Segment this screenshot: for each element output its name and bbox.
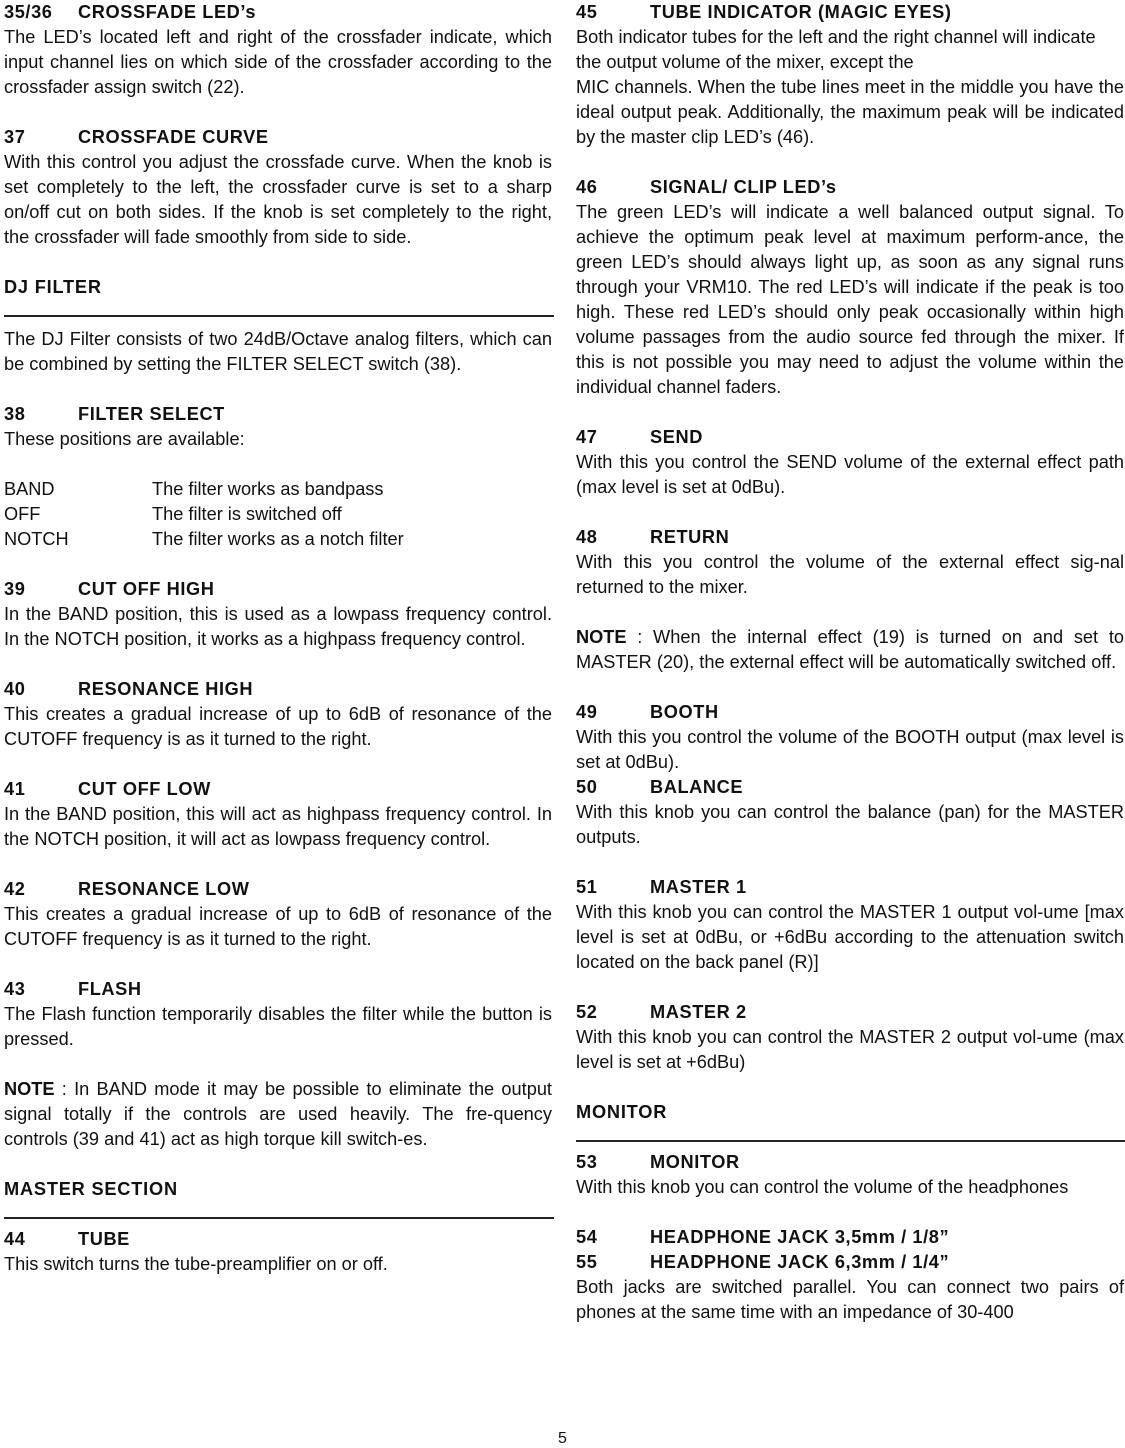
section-body: In the BAND position, this is used as a lowpass frequency control. In the NOTCH position, it works as a highpass frequency control. — [4, 604, 552, 649]
section-title: FLASH — [78, 979, 142, 999]
section-heading — [576, 700, 1124, 725]
section-body: With this you control the volume of the BOOTH output (max level is set at 0dBu). — [576, 727, 1124, 772]
section-heading — [576, 175, 1124, 200]
filter-option-row — [4, 477, 552, 502]
note-label: NOTE — [576, 627, 627, 647]
note-text: : In BAND mode it may be possible to eliminate the output signal totally if the controls are used heavily. The fre-quency controls (39 and 41) act as high torque kill switch-es. — [4, 1079, 552, 1149]
section-body: With this knob you can control the balance (pan) for the MASTER outputs. — [576, 802, 1124, 847]
section-number: 51 — [576, 877, 598, 897]
section-title: SEND — [650, 427, 703, 447]
section-title: TUBE — [78, 1229, 130, 1249]
section-heading — [4, 1227, 552, 1252]
section-body: Both indicator tubes for the left and the right channel will indicate the output volume of the mixer, except the — [576, 27, 1096, 72]
section-divider — [576, 1140, 1125, 1142]
section-heading — [4, 677, 552, 702]
section-heading — [4, 977, 552, 1002]
section-number: 38 — [4, 404, 26, 424]
section-number: 53 — [576, 1152, 598, 1172]
section-title: CUT OFF HIGH — [78, 579, 215, 599]
section-number: 44 — [4, 1229, 26, 1249]
section-title: BALANCE — [650, 777, 744, 797]
note-label: NOTE — [4, 1079, 55, 1099]
dj-filter-heading: DJ FILTER — [4, 277, 102, 297]
section-heading — [576, 1250, 1124, 1275]
page-number: 5 — [558, 1430, 567, 1447]
section-number: 47 — [576, 427, 598, 447]
section-number: 50 — [576, 777, 598, 797]
right-column — [576, 0, 1124, 1325]
section-body: These positions are available: — [4, 429, 245, 449]
section-number: 54 — [576, 1227, 598, 1247]
dj-filter-intro: The DJ Filter consists of two 24dB/Octave analog filters, which can be combined by setting the FILTER SELECT switch (38). — [4, 329, 552, 374]
option-desc: The filter works as bandpass — [152, 479, 384, 499]
section-title: FILTER SELECT — [78, 404, 225, 424]
section-title: MASTER 1 — [650, 877, 747, 897]
monitor-section-heading: MONITOR — [576, 1102, 668, 1122]
section-heading — [4, 402, 552, 427]
section-heading — [4, 0, 552, 25]
section-body: With this knob you can control the MASTER 1 output vol-ume [max level is set at 0dBu, or +6dBu according to the attenuation switch located on the back panel (R)] — [576, 902, 1124, 972]
option-desc: The filter is switched off — [152, 504, 342, 524]
section-body: With this you control the SEND volume of the external effect path (max level is set at 0dBu). — [576, 452, 1124, 497]
section-number: 43 — [4, 979, 26, 999]
filter-option-row — [4, 527, 552, 552]
section-number: 41 — [4, 779, 26, 799]
section-body: The LED’s located left and right of the crossfader indicate, which input channel lies on which side of the crossfader according to the crossfader assign switch (22). — [4, 27, 552, 97]
section-heading — [576, 425, 1124, 450]
option-key: OFF — [4, 504, 41, 524]
note-paragraph — [4, 1077, 552, 1152]
section-heading — [576, 875, 1124, 900]
section-heading — [576, 1225, 1124, 1250]
section-number: 35/36 — [4, 2, 53, 22]
section-title: RETURN — [650, 527, 730, 547]
section-body: The green LED’s will indicate a well balanced output signal. To achieve the optimum peak level at maximum perform-ance, the green LED’s should always light up, as soon as any signal runs through your VRM10. The red LED’s will indicate if the peak is too high. These red LED’s should only peak occasionally within high volume passages from the audio source fed through the mixer. If this is not possible you may need to adjust the volume within the individual channel faders. — [576, 202, 1124, 397]
master-section-heading: MASTER SECTION — [4, 1179, 178, 1199]
left-column — [4, 0, 552, 1277]
section-body: With this knob you can control the MASTER 2 output vol-ume (max level is set at +6dBu) — [576, 1027, 1124, 1072]
section-number: 52 — [576, 1002, 598, 1022]
section-number: 48 — [576, 527, 598, 547]
section-title: CROSSFADE CURVE — [78, 127, 269, 147]
section-body: MIC channels. When the tube lines meet in the middle you have the ideal output peak. Additionally, the maximum peak will be indicated by the master clip LED’s (46). — [576, 77, 1124, 147]
section-heading — [576, 1000, 1124, 1025]
option-key: NOTCH — [4, 529, 69, 549]
section-title: TUBE INDICATOR (MAGIC EYES) — [650, 2, 952, 22]
section-heading — [576, 775, 1124, 800]
section-number: 39 — [4, 579, 26, 599]
section-title: CROSSFADE LED’s — [78, 2, 257, 22]
section-number: 55 — [576, 1252, 598, 1272]
filter-option-row — [4, 502, 552, 527]
section-number: 37 — [4, 127, 26, 147]
section-number: 42 — [4, 879, 26, 899]
section-body: Both jacks are switched parallel. You can connect two pairs of phones at the same time with an impedance of 30-400 — [576, 1277, 1124, 1322]
section-heading — [576, 1150, 1124, 1175]
section-title: RESONANCE HIGH — [78, 679, 254, 699]
section-title: BOOTH — [650, 702, 719, 722]
section-title: MASTER 2 — [650, 1002, 747, 1022]
section-number: 45 — [576, 2, 598, 22]
section-title: HEADPHONE JACK 6,3mm / 1/4” — [650, 1252, 950, 1272]
section-divider — [4, 315, 554, 317]
section-title: HEADPHONE JACK 3,5mm / 1/8” — [650, 1227, 950, 1247]
note-text: : When the internal effect (19) is turned on and set to MASTER (20), the external effect will be automatically switched off. — [576, 627, 1124, 672]
section-divider — [4, 1217, 554, 1219]
section-body: This switch turns the tube-preamplifier on or off. — [4, 1254, 388, 1274]
option-desc: The filter works as a notch filter — [152, 529, 404, 549]
section-body: With this you control the volume of the external effect sig-nal returned to the mixer. — [576, 552, 1124, 597]
note-paragraph — [576, 625, 1124, 675]
section-title: MONITOR — [650, 1152, 740, 1172]
section-heading — [4, 125, 552, 150]
section-body: In the BAND position, this will act as highpass frequency control. In the NOTCH position, it will act as lowpass frequency control. — [4, 804, 552, 849]
option-key: BAND — [4, 479, 55, 499]
section-heading — [4, 777, 552, 802]
section-body: With this knob you can control the volume of the headphones — [576, 1177, 1069, 1197]
section-heading — [4, 577, 552, 602]
section-title: SIGNAL/ CLIP LED’s — [650, 177, 837, 197]
section-body: This creates a gradual increase of up to 6dB of resonance of the CUTOFF frequency is as it turned to the right. — [4, 904, 552, 949]
section-body: The Flash function temporarily disables the filter while the button is pressed. — [4, 1004, 552, 1049]
section-heading — [4, 877, 552, 902]
section-number: 46 — [576, 177, 598, 197]
section-heading — [576, 525, 1124, 550]
section-body: This creates a gradual increase of up to 6dB of resonance of the CUTOFF frequency is as it turned to the right. — [4, 704, 552, 749]
section-body: With this control you adjust the crossfade curve. When the knob is set completely to the left, the crossfader curve is set to a sharp on/off cut on both sides. If the knob is set completely to the right, the crossfader will fade smoothly from side to side. — [4, 152, 552, 247]
section-heading — [576, 0, 1124, 25]
section-number: 49 — [576, 702, 598, 722]
section-title: RESONANCE LOW — [78, 879, 250, 899]
section-title: CUT OFF LOW — [78, 779, 211, 799]
section-number: 40 — [4, 679, 26, 699]
